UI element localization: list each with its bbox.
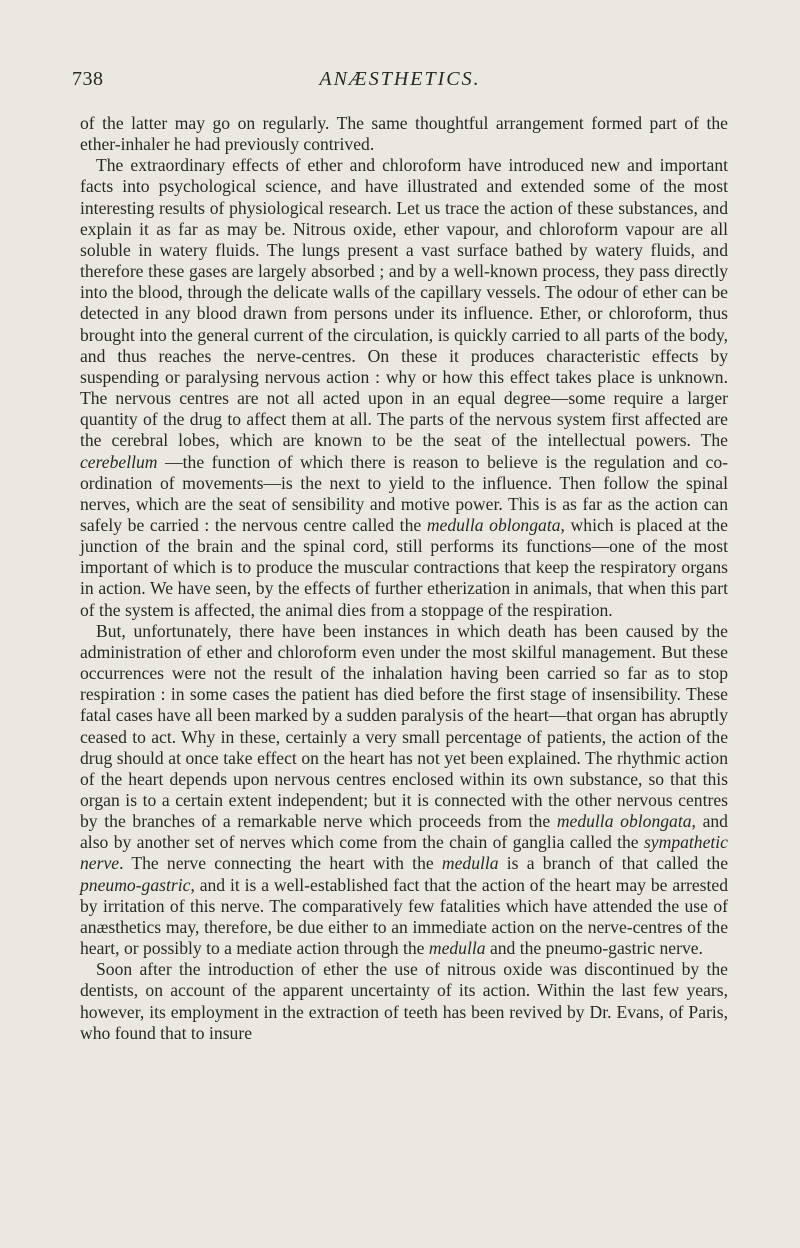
text-run: . The nerve connecting the heart with the xyxy=(119,853,442,874)
text-run: of the latter may go on regularly. The same thoughtful arrangement formed part of the ether-inhaler he had previously contrived. xyxy=(80,113,728,155)
paragraph xyxy=(80,621,728,960)
text-run: is a branch of that called the xyxy=(498,853,728,874)
text-run: Soon after the introduction of ether the use of nitrous oxide was discontinued by the dentists, on account of the apparent uncertainty of its action. Within the last few years, however, its employment in the extraction of teeth has been revived by Dr. Evans, of Paris, who found that to insure xyxy=(80,959,728,1043)
page-number: 738 xyxy=(72,68,104,90)
running-head: ANÆSTHETICS. xyxy=(319,68,481,90)
italic-term: sympathetic nerve xyxy=(80,832,728,874)
body-text xyxy=(80,113,728,1044)
italic-term: medulla xyxy=(428,938,486,959)
paragraph xyxy=(80,113,728,155)
text-run: , and it is a well-established fact that the action of the heart may be arrested by irritation of this nerve. The comparatively few fatalities which have attended the use of anæsthetics may, therefore, be due either to an immediate action on the nerve-centres of the heart, or possibly to a mediate action through the xyxy=(80,874,728,959)
text-run: The extraordinary effects of ether and chloroform have introduced new and important facts into psychological science, and have illustrated and extended some of the most interesting results of physiological research. Let us trace the action of these substances, and explain it as far as may be. Nitrous oxide, ether vapour, and chloroform vapour are all soluble in watery fluids. The lungs present a vast surface bathed by watery fluids, and therefore these gases are largely absorbed ; and by a well-known process, they pass directly into the blood, through the delicate walls of the capillary vessels. The odour of ether can be detected in any blood drawn from persons under its influence. Ether, or chloroform, thus brought into the general current of the circulation, is quickly carried to all parts of the body, and thus reaches the nerve-centres. On these it produces characteristic effects by suspending or paralysing nervous action : why or how this effect takes place is unknown. The nervous centres are not all acted upon in an equal degree—some require a larger quantity of the drug to affect them at all. The parts of the nervous system first affected are the cerebral lobes, which are known to be the seat of the intellectual powers. The xyxy=(80,155,728,451)
italic-term: medulla oblongata xyxy=(556,811,692,832)
text-run: , and also by another set of nerves which come from the chain of ganglia called the xyxy=(80,811,728,853)
text-run: But, unfortunately, there have been instances in which death has been caused by the administration of ether and chloroform even under the most skilful management. But these occurrences were not the result of the inhalation having been carried so far as to stop respiration : in some cases the patient has died before the first stage of insensibility. These fatal cases have all been marked by a sudden paralysis of the heart—that organ has abruptly ceased to act. Why in these, certainly a very small percentage of patients, the action of the drug should at once take effect on the heart has not yet been explained. The rhythmic action of the heart depends upon nervous centres enclosed within its own substance, so that this organ is to a certain extent independent; but it is connected with the other nervous centres by the branches of a remarkable nerve which proceeds from the xyxy=(80,620,728,832)
italic-term: medulla oblongata xyxy=(426,514,561,535)
text-run: and the pneumo-gastric nerve. xyxy=(485,938,703,959)
text-run: —the function of which there is reason to believe is the regulation and co-ordination of movements—is the next to yield to the influence. Then follow the spinal nerves, which are the seat of sensibility and motive power. This is as far as the action can safely be carried : the nervous centre called the xyxy=(80,451,728,535)
page-header xyxy=(72,68,728,98)
paragraph xyxy=(80,155,728,620)
italic-term: pneumo-gastric xyxy=(80,874,191,895)
italic-term: cerebellum xyxy=(80,451,158,472)
text-run: , which is placed at the junction of the brain and the spinal cord, still performs its functions—one of the most important of which is to produce the muscular contractions that keep the respiratory organs in action. We have seen, by the effects of further etherization in animals, that when this part of the system is affected, the animal dies from a stoppage of the respiration. xyxy=(80,514,728,620)
paragraph xyxy=(80,959,728,1044)
italic-term: medulla xyxy=(441,853,499,874)
